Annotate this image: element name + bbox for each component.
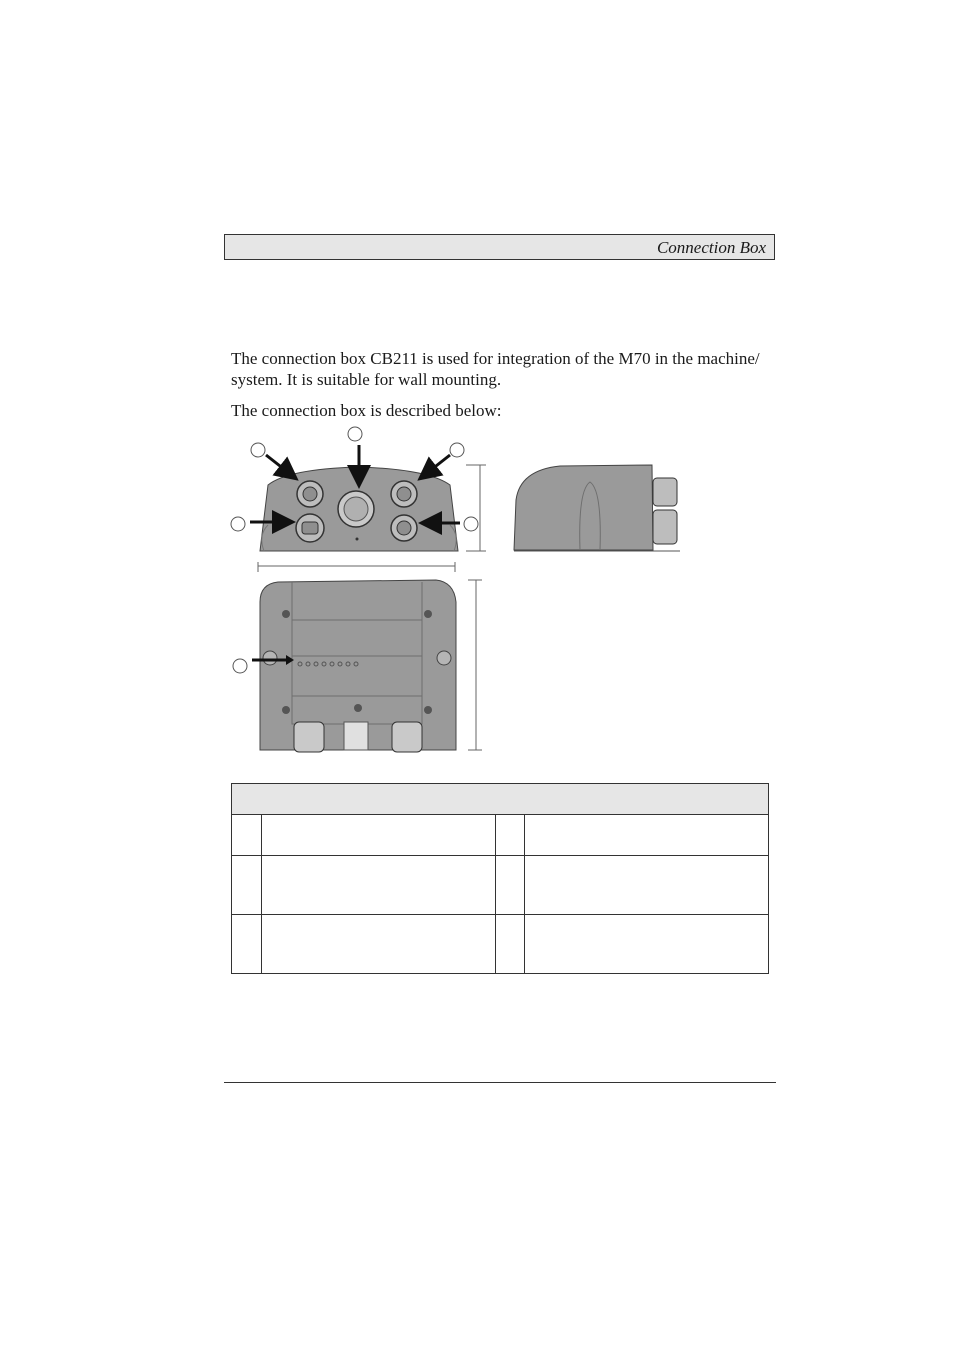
callout-circle (450, 443, 464, 457)
legend-text (525, 915, 769, 974)
table-row (232, 915, 769, 974)
legend-text (525, 815, 769, 856)
legend-num (232, 856, 262, 915)
legend-text (262, 915, 496, 974)
legend-table (231, 783, 769, 974)
legend-num (232, 915, 262, 974)
legend-num (496, 915, 525, 974)
intro-paragraph: The connection box CB211 is used for integration of the M70 in the machine/ system. It is suitable for wall mounting. (231, 349, 760, 389)
running-header-title: Connection Box (656, 238, 766, 257)
callout-circle (231, 517, 245, 531)
legend-header (232, 784, 769, 815)
side-gland-lower (653, 510, 677, 544)
top-connector-center (344, 722, 368, 750)
side-gland-upper (653, 478, 677, 506)
callout-circle (233, 659, 247, 673)
callout-circle (464, 517, 478, 531)
legend-text (525, 856, 769, 915)
footer-rule (224, 1082, 776, 1083)
legend-num (496, 815, 525, 856)
top-gland-left (294, 722, 324, 752)
side-view-figure (510, 460, 685, 555)
table-row (232, 856, 769, 915)
front-view-figure (228, 425, 496, 557)
legend-num (232, 815, 262, 856)
running-header (224, 234, 775, 260)
top-view-figure (230, 562, 485, 760)
legend-text (262, 815, 496, 856)
callout-circle (348, 427, 362, 441)
top-gland-right (392, 722, 422, 752)
table-row (232, 815, 769, 856)
legend-text (262, 856, 496, 915)
legend-num (496, 856, 525, 915)
description-paragraph: The connection box is described below: (231, 401, 502, 420)
callout-circle (251, 443, 265, 457)
